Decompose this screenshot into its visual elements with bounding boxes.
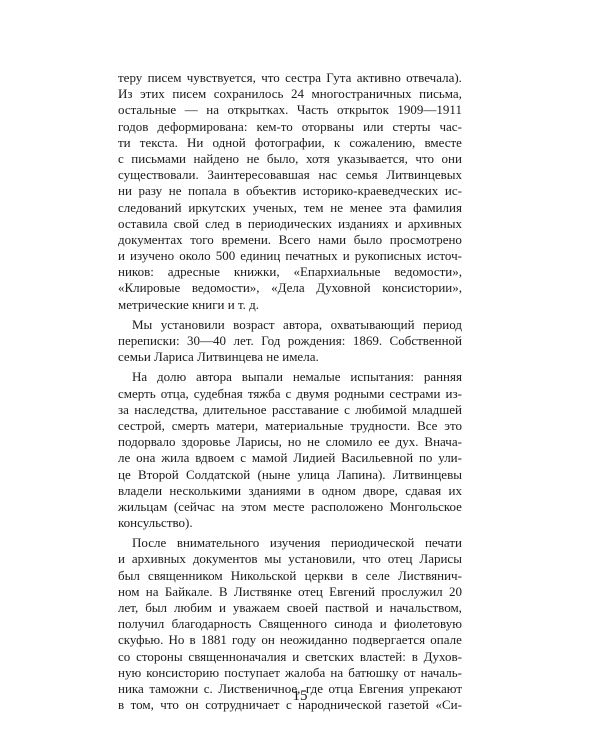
text-line: це Второй Солдатской (ныне улица Лапина). Литвинцевы bbox=[118, 466, 462, 482]
text-line: ном на Байкале. В Листвянке отец Евгений прослужил 20 bbox=[118, 583, 462, 599]
text-line: был священником Никольской церкви в селе Листвянич- bbox=[118, 567, 462, 583]
text-line: лет, был любим и уважаем своей паствой и начальством, bbox=[118, 600, 462, 615]
text-line: Мы установили возраст автора, охватывающий период bbox=[132, 316, 462, 332]
text-line: ле она жила вдвоем с мамой Лидией Васильевной по ули- bbox=[118, 450, 462, 466]
text-line: ную консисторию поступает жалоба на батюшку от началь- bbox=[118, 664, 462, 680]
text-line: скуфью. Но в 1881 году он неожиданно подвергается опале bbox=[118, 632, 462, 648]
text-line: На долю автора выпали немалые испытания: ранняя bbox=[132, 369, 462, 385]
text-line: получил благодарность Священного синода и фиолетовую bbox=[118, 616, 462, 632]
page-number: 15 bbox=[292, 688, 308, 704]
text-line: «Клировые ведомости», «Дела Духовной консистории», bbox=[118, 280, 462, 296]
text-line: остальные — на открытках. Часть открыток 1909—1911 bbox=[118, 102, 462, 118]
text-line: Из этих писем сохранилось 24 многостраничных письма, bbox=[118, 86, 462, 102]
text-line: метрические книги и т. д. bbox=[118, 296, 260, 312]
text-line: годов деформирована: кем-то оторваны или стерты час- bbox=[118, 118, 462, 134]
text-line: подорвало здоровье Ларисы, но не сломило ее дух. Внача- bbox=[118, 434, 462, 450]
text-line: семьи Лариса Литвинцева не имела. bbox=[118, 349, 319, 365]
text-line: ников: адресные книжки, «Епархиальные ведомости», bbox=[118, 264, 462, 280]
text-line: за наследства, длительное расставание с любимой младшей bbox=[118, 401, 462, 417]
text-line: ни разу не попала в объектив историко-краеведческих ис- bbox=[118, 183, 462, 199]
text-line: сестрой, смерть матери, материальные трудности. Все это bbox=[118, 417, 462, 433]
text-line: следований иркутских ученых, тем не менее эта фамилия bbox=[118, 199, 462, 215]
text-line: существовали. Заинтересовавшая нас семья Литвинцевых bbox=[118, 167, 462, 183]
text-line: смерть отца, судебная тяжба с двумя родными сестрами из- bbox=[118, 385, 462, 401]
text-line: переписки: 30—40 лет. Год рождения: 1869. Собственной bbox=[118, 333, 462, 348]
text-line: консульство). bbox=[118, 515, 193, 531]
text-line: После внимательного изучения периодической печати bbox=[132, 535, 462, 551]
text-line: со стороны священноначалия и светских властей: в Духов- bbox=[118, 648, 462, 664]
body-text bbox=[118, 70, 462, 713]
paragraph bbox=[118, 317, 462, 366]
text-line: документах того времени. Всего нами было просмотрено bbox=[118, 231, 462, 247]
text-line: владели несколькими зданиями в одном дворе, сдавая их bbox=[118, 482, 462, 498]
text-line: и изучено около 500 единиц печатных и рукописных источ- bbox=[118, 248, 462, 264]
text-line: и архивных документов мы установили, что отец Ларисы bbox=[118, 551, 462, 567]
paragraph bbox=[118, 70, 462, 313]
text-line: ника таможни с. Лиственичное, где отца Евгения упрекают bbox=[118, 680, 462, 696]
text-line: в том, что он сотрудничает с народнической газетой «Си- bbox=[118, 697, 462, 713]
text-line: оставила свой след в периодических изданиях и архивных bbox=[118, 215, 462, 231]
paragraph bbox=[118, 369, 462, 531]
text-line: с письмами найдено не было, хотя указывается, что они bbox=[118, 150, 462, 166]
text-line: ти текста. Ни одной фотографии, к сожалению, вместе bbox=[118, 134, 462, 150]
text-line: жильцам (сейчас на этом месте расположено Монгольское bbox=[118, 498, 462, 514]
paragraph bbox=[118, 535, 462, 713]
text-line: теру писем чувствуется, что сестра Гута активно отвечала). bbox=[118, 70, 462, 85]
